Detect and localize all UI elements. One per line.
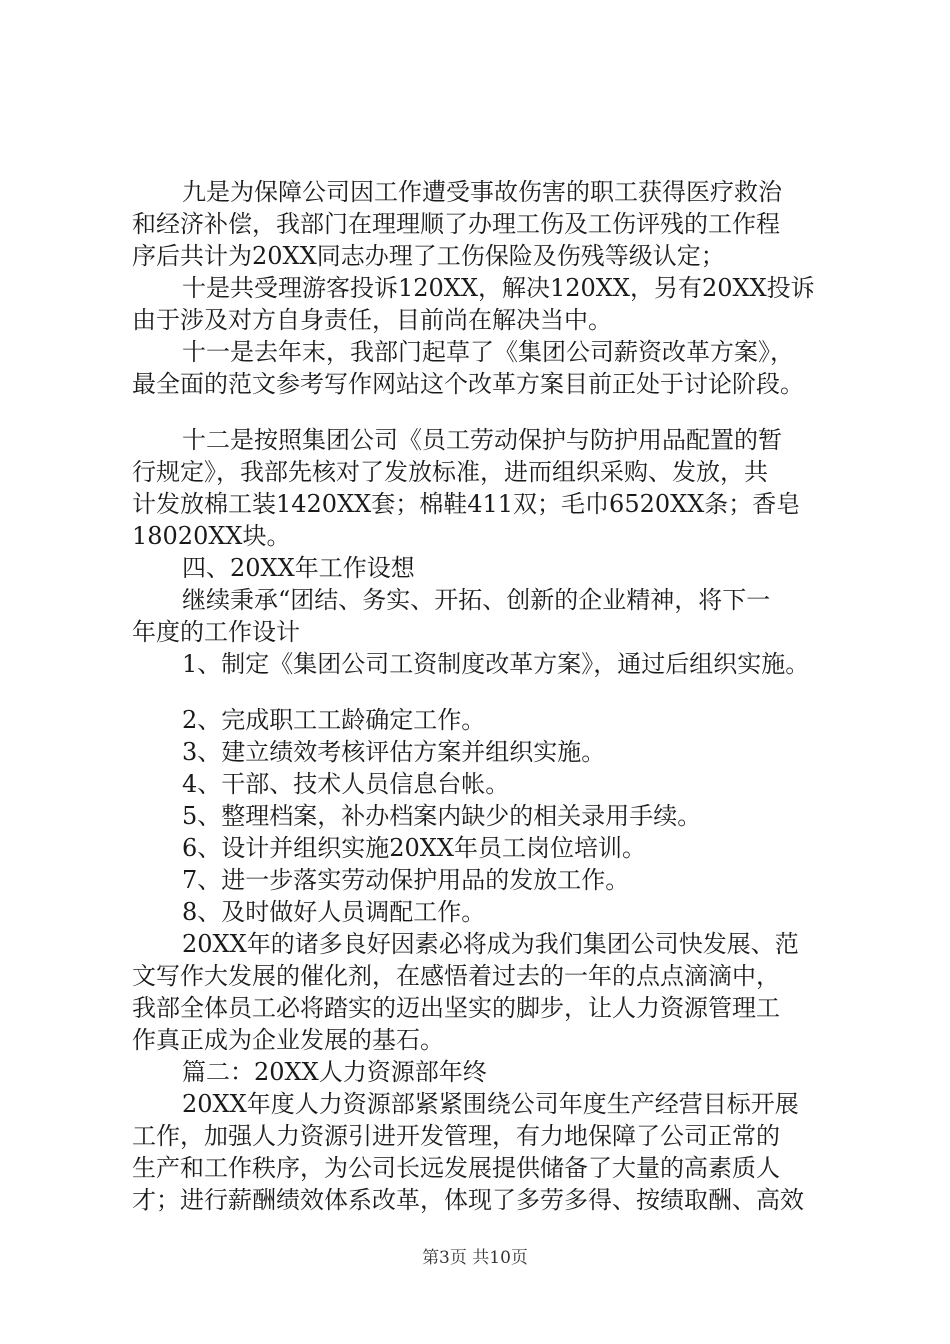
text-line: 十是共受理游客投诉120XX，解决120XX，另有20XX投诉: [182, 274, 815, 302]
text-line: 由于涉及对方自身责任，目前尚在解决当中。: [132, 306, 612, 334]
section-heading: 篇二：20XX人力资源部年终: [182, 1058, 487, 1086]
text-line: 才；进行薪酬绩效体系改革，体现了多劳多得、按绩取酬、高效: [132, 1186, 804, 1214]
list-item: 1、制定《集团公司工资制度改革方案》，通过后组织实施。: [182, 650, 810, 678]
text-line: 继续秉承“团结、务实、开拓、创新的企业精神，将下一: [182, 586, 771, 614]
text-line: 20XX年度人力资源部紧紧围绕公司年度生产经营目标开展: [182, 1090, 799, 1118]
text-line: 最全面的范文参考写作网站这个改革方案目前正处于讨论阶段。: [132, 370, 804, 398]
page-number-footer: 第3页 共10页: [422, 1248, 528, 1268]
list-item: 2、完成职工工龄确定工作。: [182, 706, 486, 734]
list-item: 3、建立绩效考核评估方案并组织实施。: [182, 738, 606, 766]
text-line: 20XX年的诸多良好因素必将成为我们集团公司快发展、范: [182, 930, 799, 958]
text-line: 文写作大发展的催化剂，在感悟着过去的一年的点点滴滴中，: [132, 962, 780, 990]
text-line: 九是为保障公司因工作遭受事故伤害的职工获得医疗救治: [182, 178, 782, 206]
text-line: 工作，加强人力资源引进开发管理，有力地保障了公司正常的: [132, 1122, 780, 1150]
text-line: 我部全体员工必将踏实的迈出坚实的脚步，让人力资源管理工: [132, 994, 780, 1022]
text-line: 年度的工作设计: [132, 618, 300, 646]
text-line: 行规定》，我部先核对了发放标准，进而组织采购、发放，共: [132, 458, 768, 486]
text-line: 和经济补偿，我部门在理理顺了办理工伤及工伤评残的工作程: [132, 210, 780, 238]
section-heading: 四、20XX年工作设想: [182, 554, 415, 582]
list-item: 8、及时做好人员调配工作。: [182, 898, 486, 926]
list-item: 7、进一步落实劳动保护用品的发放工作。: [182, 866, 630, 894]
text-line: 18020XX块。: [132, 522, 291, 550]
text-line: 作真正成为企业发展的基石。: [132, 1026, 444, 1054]
text-line: 十二是按照集团公司《员工劳动保护与防护用品配置的暂: [182, 426, 782, 454]
list-item: 4、干部、技术人员信息台帐。: [182, 770, 510, 798]
text-line: 计发放棉工装1420XX套；棉鞋411双；毛巾6520XX条；香皂: [132, 490, 801, 518]
list-item: 5、整理档案，补办档案内缺少的相关录用手续。: [182, 802, 702, 830]
text-line: 生产和工作秩序，为公司长远发展提供储备了大量的高素质人: [132, 1154, 780, 1182]
text-line: 十一是去年末，我部门起草了《集团公司薪资改革方案》，: [182, 338, 794, 366]
text-line: 序后共计为20XX同志办理了工伤保险及伤残等级认定；: [132, 242, 725, 270]
list-item: 6、设计并组织实施20XX年员工岗位培训。: [182, 834, 646, 862]
